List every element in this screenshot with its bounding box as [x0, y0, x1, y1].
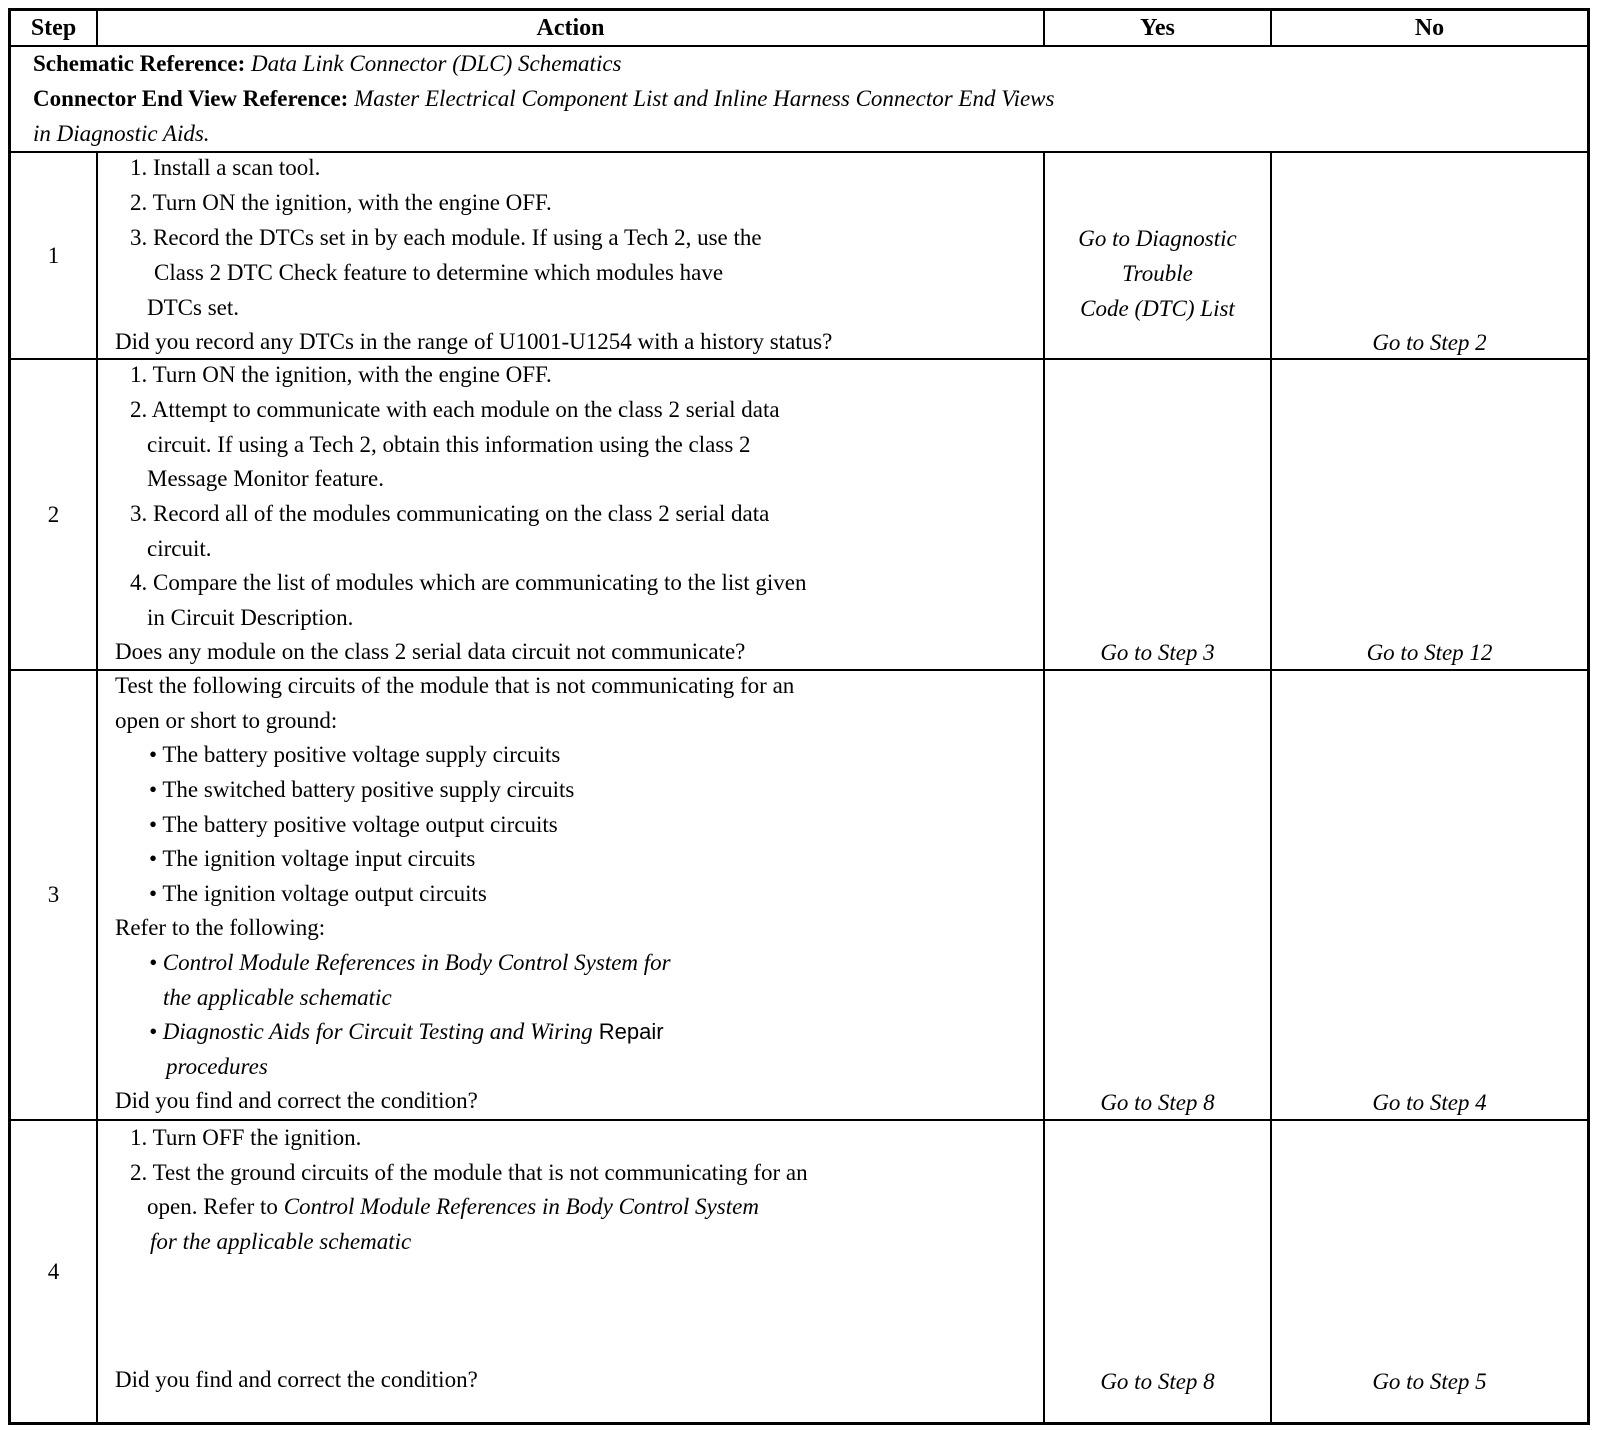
yes-link[interactable]: Go to Step 8	[1100, 1369, 1215, 1394]
action-question: Does any module on the class 2 serial data circuit not communicate?	[115, 639, 746, 664]
action-line: circuit.	[147, 536, 212, 561]
schematic-reference-link[interactable]: Data Link Connector (DLC) Schematics	[250, 51, 622, 76]
action-question: Did you find and correct the condition?	[115, 1367, 478, 1392]
step-action	[98, 360, 1045, 669]
step-no	[1272, 153, 1587, 358]
yes-link[interactable]: Go to Step 3	[1100, 640, 1215, 665]
step-action	[98, 1121, 1045, 1422]
reference-link[interactable]: procedures	[166, 1054, 268, 1079]
connector-reference-cont[interactable]: in Diagnostic Aids.	[33, 121, 210, 146]
action-line: Message Monitor feature.	[147, 466, 384, 491]
schematic-reference-label: Schematic Reference:	[33, 51, 246, 76]
action-line: 2. Attempt to communicate with each module on the class 2 serial data	[130, 397, 780, 422]
header-step: Step	[11, 11, 98, 45]
reference-link[interactable]: Control Module References in Body Control System	[283, 1194, 759, 1219]
yes-link[interactable]: Go to Step 8	[1100, 1090, 1215, 1115]
step-yes	[1045, 671, 1272, 1119]
action-line: 2. Turn ON the ignition, with the engine OFF.	[130, 190, 552, 215]
step-number: 3	[11, 671, 98, 1119]
bullet-item: • The switched battery positive supply circuits	[149, 777, 575, 802]
yes-link[interactable]: Trouble	[1122, 261, 1193, 286]
action-line: 1. Install a scan tool.	[130, 155, 321, 180]
action-text: open. Refer to	[147, 1194, 284, 1219]
header-yes: Yes	[1045, 11, 1272, 45]
no-link[interactable]: Go to Step 12	[1366, 640, 1493, 665]
action-line: 4. Compare the list of modules which are communicating to the list given	[130, 570, 807, 595]
schematic-reference	[33, 49, 622, 79]
yes-link[interactable]: Code (DTC) List	[1080, 296, 1235, 321]
connector-reference	[33, 84, 1054, 114]
reference-link-text[interactable]: • Diagnostic Aids for Circuit Testing and Wiring	[149, 1019, 593, 1044]
step-row-1	[11, 153, 1587, 360]
reference-row	[11, 47, 1587, 153]
action-line: circuit. If using a Tech 2, obtain this information using the class 2	[147, 432, 751, 457]
action-line: 1. Turn OFF the ignition.	[130, 1125, 362, 1150]
step-no	[1272, 360, 1587, 669]
action-line: DTCs set.	[147, 295, 239, 320]
no-link[interactable]: Go to Step 2	[1372, 330, 1487, 355]
action-line: in Circuit Description.	[147, 605, 354, 630]
action-question: Did you record any DTCs in the range of U1001-U1254 with a history status?	[115, 329, 833, 354]
action-line: Refer to the following:	[115, 915, 326, 940]
header-action: Action	[98, 11, 1045, 45]
action-line: open or short to ground:	[115, 708, 338, 733]
action-line: 2. Test the ground circuits of the module that is not communicating for an	[130, 1160, 808, 1185]
reference-link[interactable]	[149, 1017, 664, 1047]
connector-reference-label: Connector End View Reference:	[33, 86, 349, 111]
step-row-2	[11, 360, 1587, 671]
reference-link[interactable]: for the applicable schematic	[150, 1229, 412, 1254]
step-yes	[1045, 153, 1272, 358]
no-link[interactable]: Go to Step 4	[1372, 1090, 1487, 1115]
step-action	[98, 671, 1045, 1119]
action-line: Test the following circuits of the module that is not communicating for an	[115, 673, 795, 698]
step-number: 2	[11, 360, 98, 669]
step-row-3	[11, 671, 1587, 1121]
action-line: 3. Record all of the modules communicating on the class 2 serial data	[130, 501, 770, 526]
bullet-item: • The ignition voltage output circuits	[149, 881, 487, 906]
action-line: Class 2 DTC Check feature to determine which modules have	[154, 260, 724, 285]
action-question: Did you find and correct the condition?	[115, 1088, 478, 1113]
reference-link-text[interactable]: Repair	[592, 1019, 664, 1044]
header-no: No	[1414, 14, 1445, 41]
reference-link[interactable]: • Control Module References in Body Control System for	[149, 950, 671, 975]
step-number: 4	[11, 1121, 98, 1422]
step-action	[98, 153, 1045, 358]
connector-reference-link[interactable]: Master Electrical Component List and Inline Harness Connector End Views	[354, 86, 1055, 111]
step-number: 1	[11, 153, 98, 358]
step-yes	[1045, 1121, 1272, 1422]
table-header	[11, 11, 1587, 47]
bullet-item: • The battery positive voltage supply circuits	[149, 742, 561, 767]
action-line: 3. Record the DTCs set in by each module. If using a Tech 2, use the	[130, 225, 762, 250]
step-row-4	[11, 1121, 1587, 1422]
diagnostic-table	[8, 8, 1590, 1425]
reference-link[interactable]: the applicable schematic	[163, 985, 392, 1010]
step-no	[1272, 1121, 1587, 1422]
action-line: 1. Turn ON the ignition, with the engine OFF.	[130, 362, 552, 387]
no-link[interactable]: Go to Step 5	[1372, 1369, 1487, 1394]
action-line	[147, 1192, 759, 1222]
step-yes	[1045, 360, 1272, 669]
yes-link[interactable]: Go to Diagnostic	[1078, 226, 1237, 251]
bullet-item: • The ignition voltage input circuits	[149, 846, 476, 871]
bullet-item: • The battery positive voltage output circuits	[149, 812, 558, 837]
step-no	[1272, 671, 1587, 1119]
